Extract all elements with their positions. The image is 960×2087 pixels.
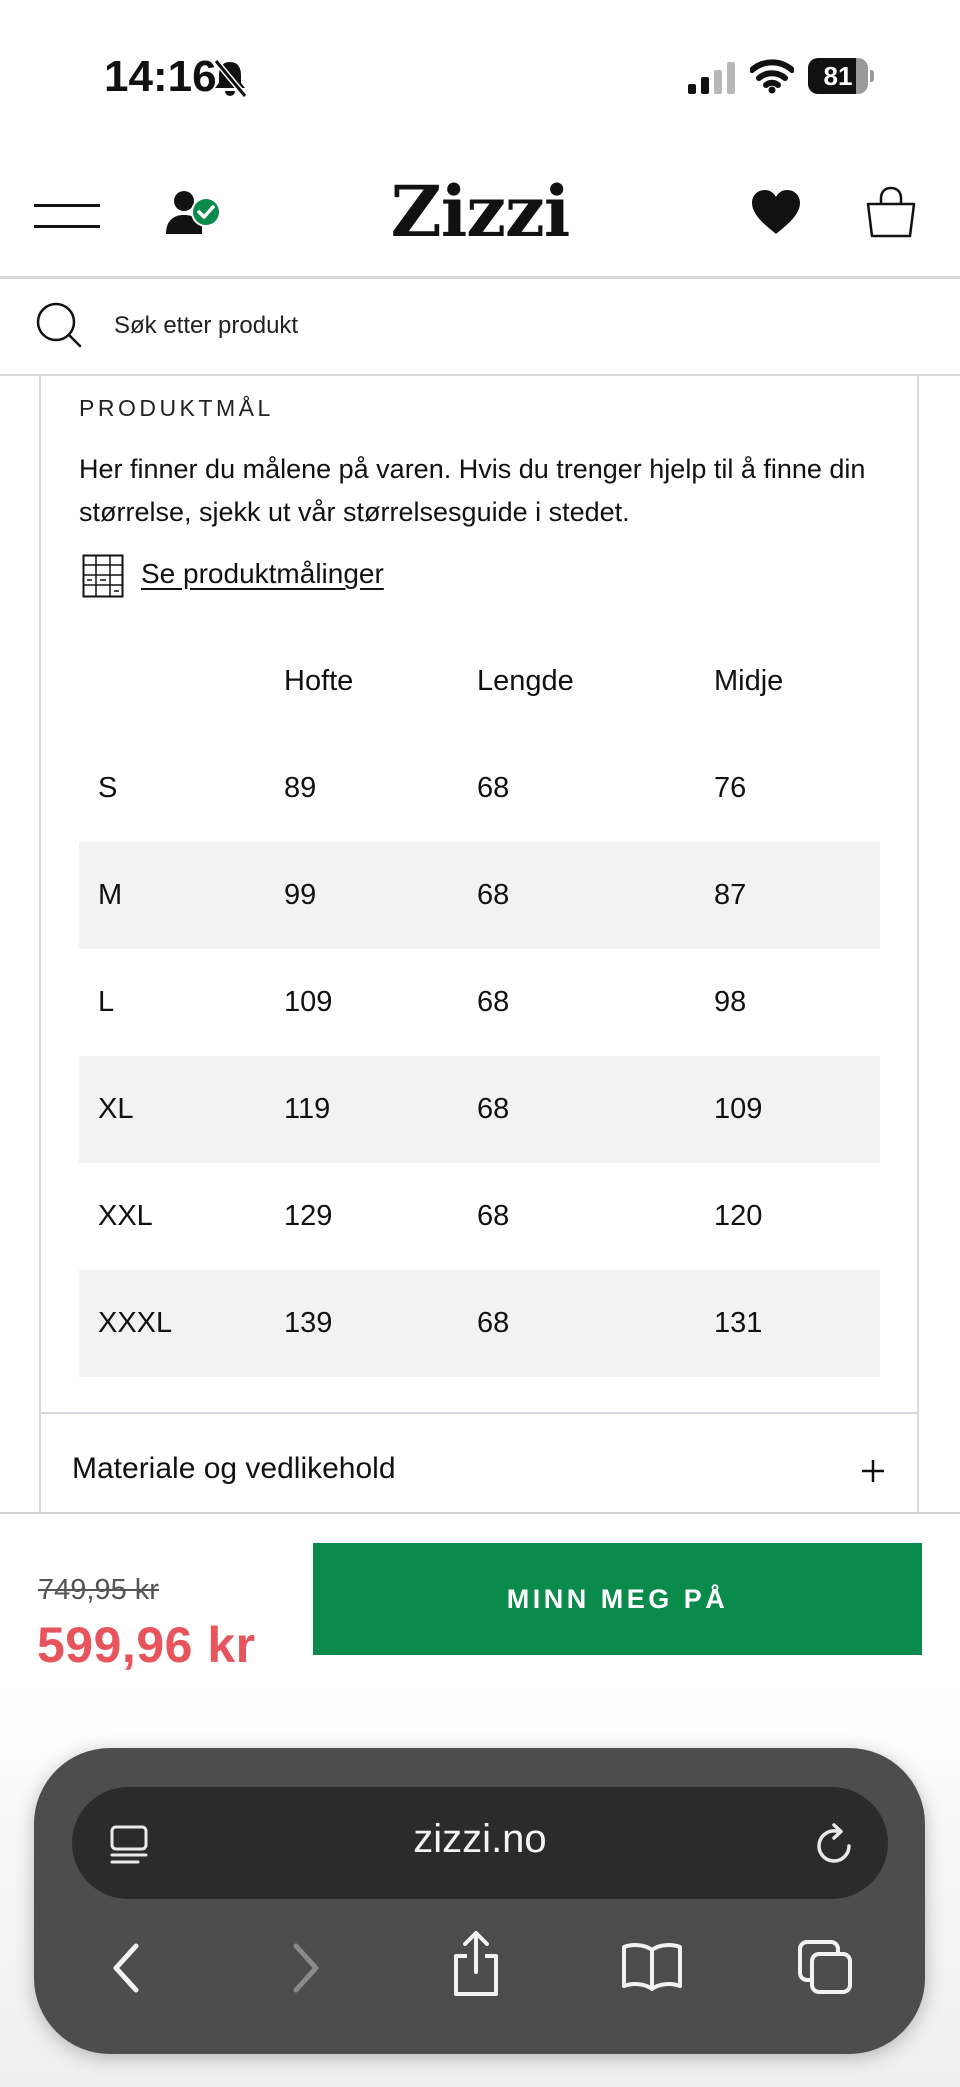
wifi-icon [750, 58, 794, 94]
table-cell: 68 [477, 1093, 510, 1125]
search-icon[interactable] [36, 302, 82, 348]
zizzi-logo[interactable]: Zizzi [390, 170, 570, 253]
battery-percentage: 81 [823, 61, 853, 91]
table-cell: 139 [284, 1307, 333, 1339]
measurement-chart-icon [82, 554, 124, 598]
url-text[interactable]: zizzi.no [413, 1817, 547, 1861]
table-row [79, 1163, 880, 1270]
product-measurements-link[interactable]: Se produktmålinger [141, 558, 384, 589]
table-cell: 68 [477, 1307, 510, 1339]
table-cell: S [98, 772, 118, 804]
table-header-cell: Lengde [477, 665, 574, 697]
table-row [79, 735, 880, 842]
table-cell: 119 [284, 1093, 331, 1125]
header-divider [0, 276, 960, 279]
bell-slash-icon [212, 58, 248, 98]
table-cell: 120 [714, 1200, 763, 1232]
table-row [79, 842, 880, 949]
table-cell: 87 [714, 879, 747, 911]
plus-icon[interactable] [860, 1458, 886, 1484]
table-header-cell: Hofte [284, 665, 354, 697]
panel-border-right [917, 376, 919, 1512]
table-header-cell: Midje [714, 665, 784, 697]
table-cell: 89 [284, 772, 317, 804]
account-verified-icon[interactable] [164, 190, 224, 238]
bookmarks-icon[interactable] [620, 1940, 684, 1992]
table-cell: 109 [284, 986, 333, 1018]
table-cell: 68 [477, 1200, 510, 1232]
status-time: 14:16 [104, 52, 217, 101]
table-cell: 99 [284, 879, 317, 911]
cellular-signal-icon [688, 62, 736, 94]
table-cell: 76 [714, 772, 747, 804]
section-title: PRODUKTMÅL [79, 395, 274, 421]
table-cell: L [98, 986, 115, 1018]
table-cell: XXL [98, 1200, 153, 1232]
heart-icon[interactable] [750, 188, 802, 236]
shopping-bag-icon[interactable] [866, 186, 916, 238]
table-row [79, 949, 880, 1056]
table-header-row [79, 628, 880, 735]
table-cell: 129 [284, 1200, 333, 1232]
table-cell: XXXL [98, 1307, 173, 1339]
forward-arrow-icon [288, 1940, 324, 1996]
table-row [79, 1270, 880, 1377]
old-price: 749,95 kr [38, 1574, 159, 1606]
tabs-icon[interactable] [796, 1938, 854, 1996]
hamburger-menu-icon[interactable] [34, 200, 100, 232]
back-arrow-icon[interactable] [108, 1940, 144, 1996]
table-cell: XL [98, 1093, 134, 1125]
table-row [79, 1056, 880, 1163]
share-icon[interactable] [448, 1930, 504, 1998]
table-cell: 68 [477, 879, 510, 911]
sale-price: 599,96 kr [37, 1617, 256, 1673]
sticky-bar-divider [0, 1512, 960, 1514]
table-cell: 68 [477, 772, 510, 804]
table-cell: M [98, 879, 123, 911]
table-cell: 68 [477, 986, 510, 1018]
page-menu-icon[interactable] [108, 1824, 150, 1866]
notify-me-button[interactable]: MINN MEG PÅ [313, 1543, 922, 1655]
section-description: Her finner du målene på varen. Hvis du trenger hjelp til å finne din størrelse, sjekk ut vår størrelsesguide i stedet. [79, 454, 866, 527]
table-cell: 98 [714, 986, 747, 1018]
panel-border-left [39, 376, 41, 1512]
table-cell: 109 [714, 1093, 763, 1125]
battery-indicator [808, 58, 874, 94]
accordion-label[interactable]: Materiale og vedlikehold [72, 1452, 396, 1485]
search-divider [0, 374, 960, 376]
table-cell: 131 [714, 1307, 763, 1339]
search-input[interactable] [114, 306, 814, 346]
reload-icon[interactable] [814, 1822, 856, 1866]
size-table [79, 628, 880, 1377]
